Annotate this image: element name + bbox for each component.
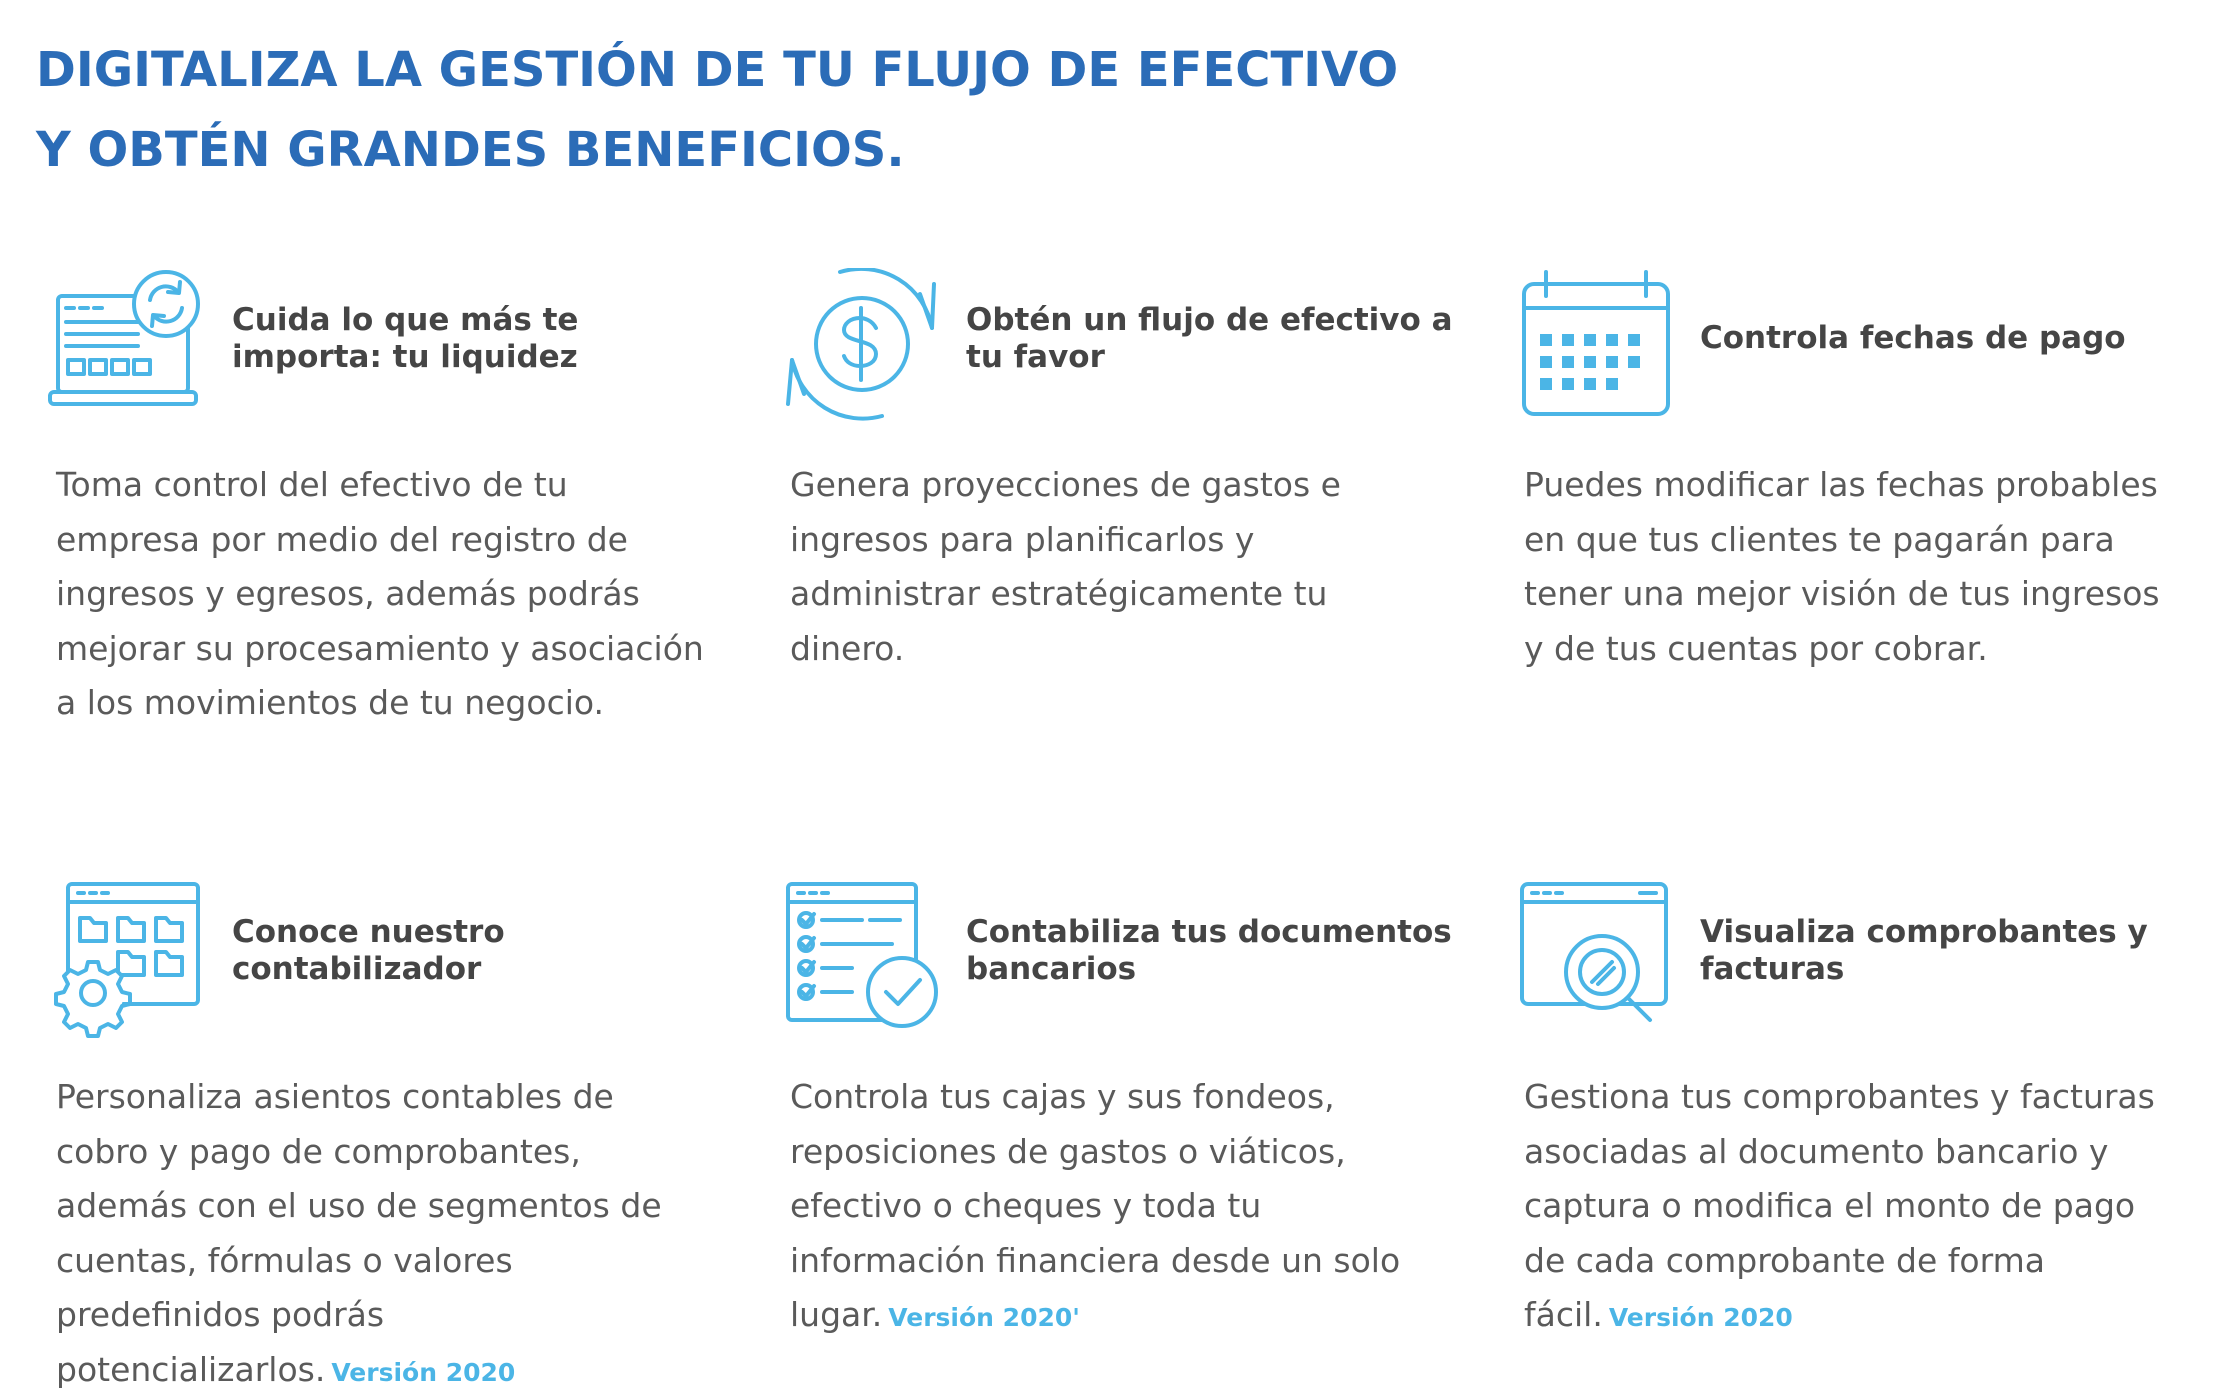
laptop-refresh-icon — [48, 268, 208, 428]
feature-description — [790, 1070, 1450, 1346]
feature-title: Contabiliza tus documentos bancarios — [966, 914, 1452, 987]
folders-gear-icon — [48, 880, 208, 1040]
feature-title: Obtén un flujo de efectivo a tu favor — [966, 302, 1453, 375]
feature-description-text: Personaliza asientos contables de cobro y pago de comprobantes, además con el uso de segmentos de cuentas, fórmulas o valores predefinidos podrás potencializarlos. — [56, 1077, 662, 1389]
window-magnifier-icon — [1516, 880, 1676, 1040]
feature-title: Cuida lo que más te importa: tu liquidez — [232, 302, 579, 375]
feature-title: Controla fechas de pago — [1700, 320, 2126, 356]
feature-description — [1524, 1070, 2184, 1346]
version-tag: Versión 2020 — [331, 1357, 516, 1387]
version-tag: Versión 2020' — [888, 1303, 1080, 1332]
feature-description-text: Puedes modificar las fechas probables en que tus clientes te pagarán para tener una mejor visión de tus ingresos y de tus cuentas por cobrar. — [1524, 465, 2160, 668]
feature-description-text: Controla tus cajas y sus fondeos, reposiciones de gastos o viáticos, efectivo o cheques y toda tu información financiera desde un solo lugar. — [790, 1077, 1401, 1334]
feature-description-text: Genera proyecciones de gastos e ingresos para planificarlos y administrar estratégicamente tu dinero. — [790, 465, 1341, 668]
feature-description-text: Gestiona tus comprobantes y facturas asociadas al documento bancario y captura o modifica el monto de pago de cada comprobante de forma fácil. — [1524, 1077, 2155, 1334]
checklist-approved-icon — [782, 880, 942, 1040]
feature-description — [56, 1070, 716, 1400]
version-tag: Versión 2020 — [1608, 1303, 1793, 1332]
feature-description-text: Toma control del efectivo de tu empresa por medio del registro de ingresos y egresos, además podrás mejorar su procesamiento y asociación a los movimientos de tu negocio. — [56, 465, 704, 722]
page-headline — [36, 30, 1398, 190]
feature-title: Conoce nuestro contabilizador — [232, 914, 505, 987]
headline-line-2: Y OBTÉN GRANDES BENEFICIOS. — [36, 122, 905, 178]
feature-description — [56, 458, 716, 731]
feature-title: Visualiza comprobantes y facturas — [1700, 914, 2148, 987]
headline-line-1: DIGITALIZA LA GESTIÓN DE TU FLUJO DE EFECTIVO — [36, 42, 1399, 98]
dollar-cycle-icon — [782, 268, 942, 428]
feature-description — [1524, 458, 2184, 676]
calendar-icon — [1516, 268, 1676, 428]
feature-description — [790, 458, 1450, 676]
